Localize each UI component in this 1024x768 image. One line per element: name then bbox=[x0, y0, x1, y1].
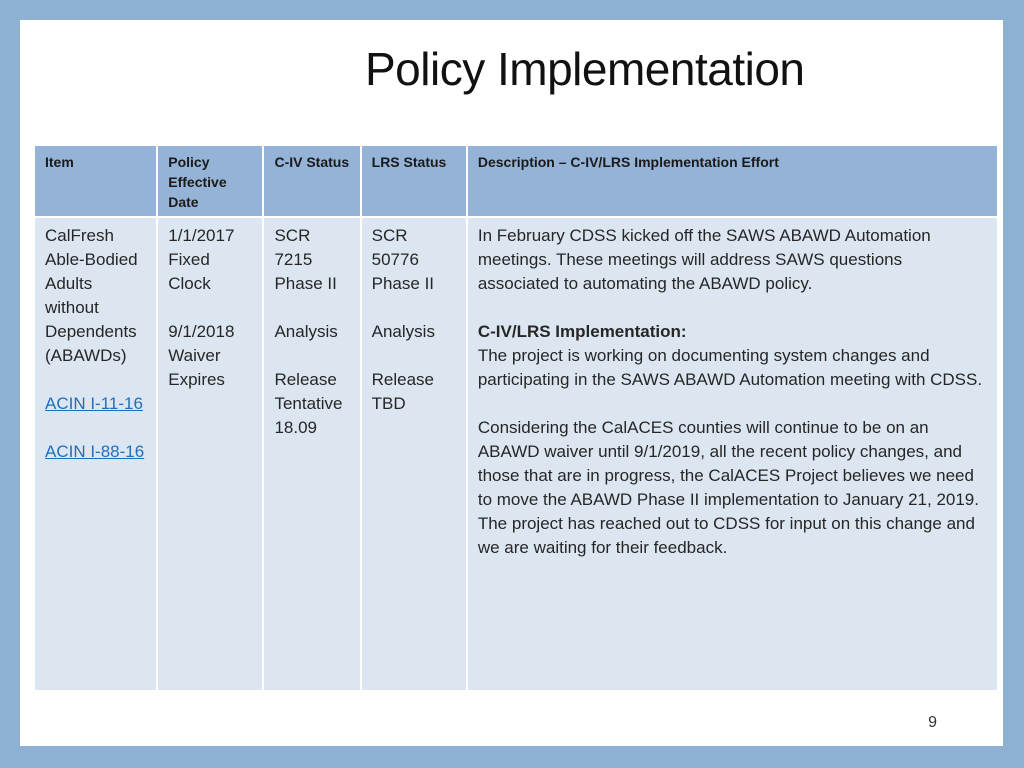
c4-analysis: Analysis bbox=[274, 322, 338, 341]
page-number: 9 bbox=[928, 714, 937, 731]
c4-scr: SCR 7215 Phase II bbox=[274, 226, 337, 293]
description-para-1: In February CDSS kicked off the SAWS ABAWD Automation meetings. These meetings will address SAWS questions associated to automating the ABAWD policy. bbox=[477, 226, 931, 293]
cell-lrs-status bbox=[362, 218, 466, 690]
policy-table bbox=[33, 144, 999, 692]
lrs-scr: SCR 50776 Phase II bbox=[371, 226, 435, 293]
item-text: CalFresh Able-Bodied Adults without Dependents (ABAWDs) bbox=[45, 226, 138, 365]
table-header-row bbox=[35, 146, 997, 216]
cell-policy-date bbox=[158, 218, 262, 690]
cell-c4-status bbox=[264, 218, 359, 690]
acin-link-2[interactable]: ACIN I-88-16 bbox=[45, 442, 145, 461]
acin-link-1[interactable]: ACIN I-11-16 bbox=[45, 394, 143, 413]
policy-date-waiver-expires: 9/1/2018 Waiver Expires bbox=[168, 322, 235, 389]
lrs-analysis: Analysis bbox=[371, 322, 435, 341]
description-heading: C-IV/LRS Implementation: bbox=[477, 322, 687, 341]
header-c4-status: C-IV Status bbox=[264, 146, 359, 216]
slide bbox=[20, 20, 1003, 746]
description-para-2: The project is working on documenting system changes and participating in the SAWS ABAWD Automation meeting with CDSS. bbox=[477, 346, 983, 389]
policy-date-fixed-clock: 1/1/2017 Fixed Clock bbox=[168, 226, 235, 293]
header-lrs-status: LRS Status bbox=[362, 146, 466, 216]
cell-item bbox=[35, 218, 156, 690]
cell-description bbox=[468, 218, 997, 690]
page-title: Policy Implementation bbox=[365, 43, 805, 95]
header-policy-effective-date: Policy Effective Date bbox=[158, 146, 262, 216]
lrs-release: Release TBD bbox=[371, 370, 435, 413]
header-description: Description – C-IV/LRS Implementation Effort bbox=[468, 146, 997, 216]
header-item: Item bbox=[35, 146, 156, 216]
description-para-3: Considering the CalACES counties will continue to be on an ABAWD waiver until 9/1/2019, all the recent policy changes, and those that are in progress, the CalACES Project believes we need to move the ABAWD Phase II implementation to January 21, 2019. The project has reached out to CDSS for input on this change and we are waiting for their feedback. bbox=[477, 418, 979, 557]
table-row bbox=[35, 218, 997, 690]
c4-release: Release Tentative 18.09 bbox=[274, 370, 343, 437]
